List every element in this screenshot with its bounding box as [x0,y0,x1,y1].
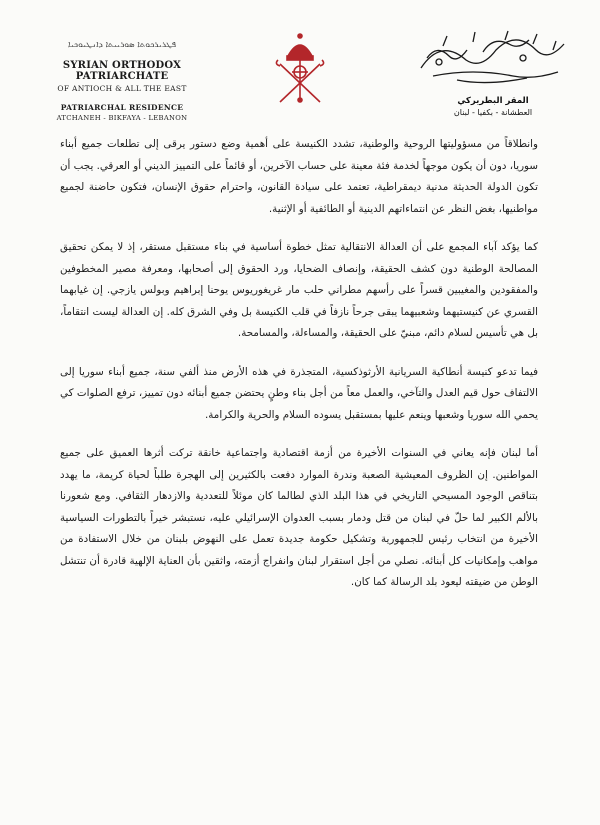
patriarchal-emblem-icon [270,30,330,108]
letterhead-english [22,40,222,122]
paragraph: كما يؤكد آباء المجمع على أن العدالة الانتقالية تمثل خطوة أساسية في بناء مستقبل مستقر، إذ لا يمكن تحقيق المصالحة الوطنية دون كشف الحقيقة، وإنصاف الضحايا، ورد الحقوق إلى أصحابها، ومعرفة مصير المخطوفين والمفقودين والمغيبين قسراً على رأسهم مطراني حلب مار غريغوريوس يوحنا إبراهيم وبولس يازجي. إن غيابهما القسري عن كنيستيهما وشعبيهما يبقى جرحاً نازفاً في قلب الكنيسة بل وفي الشرق كله. إن العدالة ليست انتقاماً، بل هي تأسيس لسلام دائم، مبنيّ على الحقيقة، والمساءلة، والمسامحة. [60,241,538,339]
residence-address: ATCHANEH - BIKFAYA - LEBANON [56,114,188,122]
arabic-residence-address: العطشانة - بكفيا - لبنان [453,108,533,117]
syriac-letterhead-line: ܦܛܪܝܪܟܘܬܐ ܣܘܪܝܝܬܐ ܕܐܢܛܝܘܟܝܐ [67,40,177,50]
letter-body [60,134,538,611]
letterhead-arabic [408,28,578,117]
paragraph: أما لبنان فإنه يعاني في السنوات الأخيرة من أزمة اقتصادية واجتماعية خانقة تركت أثرها العميق على جميع المواطنين. إن الظروف المعيشية الصعبة وندرة الموارد دفعت بالكثيرين إلى الهجرة طلباً لحياة كريمة، ما يهدد بتناقص الوجود المسيحي التاريخي في هذا البلد الذي لطالما كان موئلاً للتعددية والازدهار الثقافي. ومع شعورنا بالألم الكبير لما حلّ في لبنان من قتل ودمار بسبب العدوان الإسرائيلي عليه، نستبشر خيراً بالتطورات السياسية الأخيرة من انتخاب رئيس للجمهورية وتشكيل حكومة جديدة تعمل على النهوض بلبنان من خلال الاستفادة من مواهب وإمكانيات كل أبنائه. نصلي من أجل استقرار لبنان وانفراج أزمته، واثقين بأن العناية الإلهية قادرة أن تنتشل الوطن من ضيقته ليعود بلد الرسالة كما كان. [60,447,538,588]
patriarchate-title: SYRIAN ORTHODOX PATRIARCHATE [62,60,182,82]
paragraph: فيما تدعو كنيسة أنطاكية السريانية الأرثوذكسية، المتجذرة في هذه الأرض منذ ألفي سنة، جميع أبناء سوريا إلى الالتفاف حول قيم العدل والتآخي، والعمل معاً من أجل بناء وطنٍ يحتضن جميع أبنائه دون تمييز، ترفع الصلوات كي يحمي الله سوريا وشعبها وينعم عليها بمستقبل يسوده السلام والحرية والكرامة. [60,365,538,421]
residence-label: PATRIARCHAL RESIDENCE [60,103,184,112]
arabic-residence-label: المقر البطريركي [457,96,529,106]
paragraph: وانطلاقاً من مسؤوليتها الروحية والوطنية، تشدد الكنيسة على أهمية وضع دستور يرقى إلى تطلعات جميع أبناء سوريا، دون أن يكون موجهاً لخدمة فئة معينة على حساب الآخرين، أو قائماً على التمييز الديني أو العرقي. يجب أن تكون الدولة الحديثة مدنية ديمقراطية، تعتمد على سيادة القانون، واحترام حقوق الإنسان، فتكون حاضنة لجميع مواطنيها، بغض النظر عن انتماءاتهم الدينية أو الطائفية أو الإثنية. [59,138,538,215]
arabic-calligraphy-logo [413,28,573,86]
patriarchate-subtitle: OF ANTIOCH & ALL THE EAST [57,84,187,93]
